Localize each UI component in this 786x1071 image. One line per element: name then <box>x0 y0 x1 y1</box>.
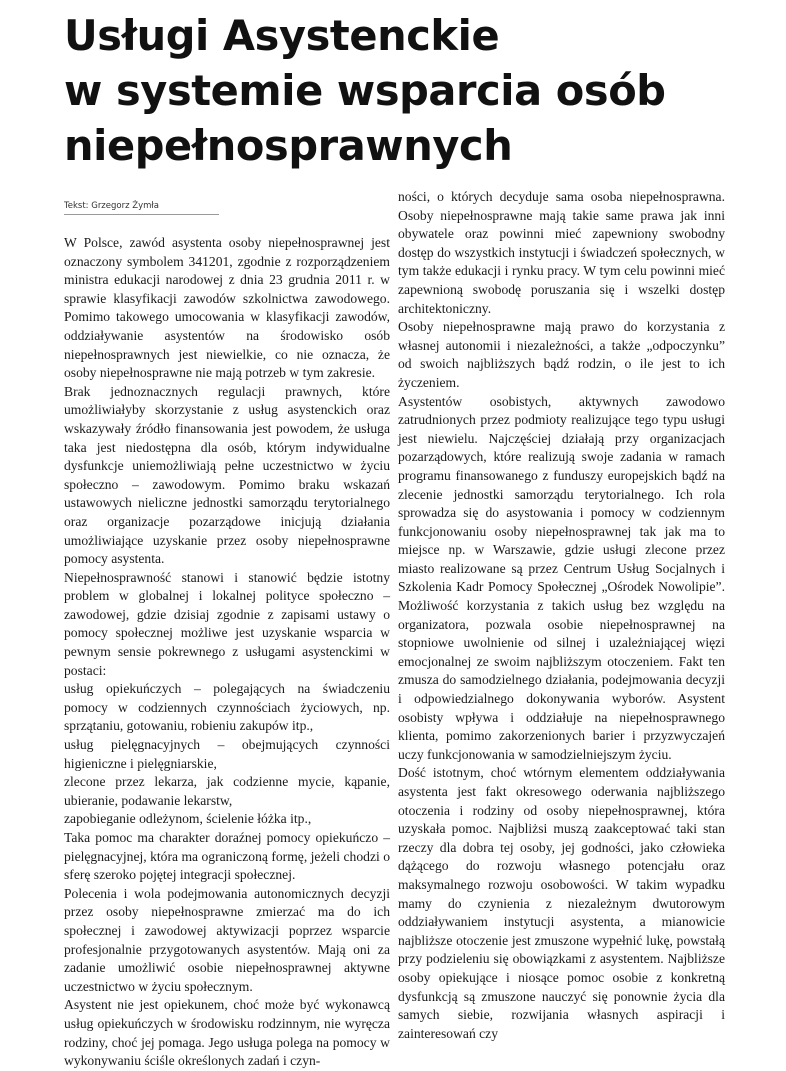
paragraph: Niepełnosprawność stanowi i stanowić będzie istotny problem w globalnej i lokalnej polityce społeczno – zawodowej, gdzie dzisiaj zgodnie z zapisami ustawy o pomocy społecznej możliwe jest uzyskanie wsparcia w pewnym sensie pokrewnego z usługami asystenckimi w postaci: <box>64 569 390 678</box>
article-title <box>64 8 764 173</box>
article-title-line: w systemie wsparcia osób <box>64 66 666 115</box>
paragraph: Osoby niepełnosprawne mają prawo do korzystania z własnej autonomii i niezależności, a także „odpoczynku” od swoich najbliższych bądź rodzin, o ile jest to ich życzeniem. <box>398 319 725 390</box>
byline-divider <box>64 214 219 215</box>
author-byline: Tekst: Grzegorz Żymła <box>64 201 160 211</box>
article-title-line: Usługi Asystenckie <box>64 11 500 60</box>
paragraph: Polecenia i wola podejmowania autonomicznych decyzji przez osoby niepełnosprawne zmierzać ma do ich społecznej i zawodowej aktywizacji poprzez wsparcie profesjonalnie przygotowanych asystentów. Mają oni za zadanie umożliwić osobie niepełnosprawnej aktywne uczestnictwo w życiu społecznym. <box>64 885 390 994</box>
list-item: zapobieganie odleżynom, ścielenie łóżka itp., <box>64 811 312 827</box>
text-column-left <box>64 234 390 1069</box>
paragraph: Asystent nie jest opiekunem, choć może być wykonawcą usług opiekuńczych w środowisku rodzinnym, nie wyręcza rodziny, choć jej pomaga. Jego usługa polega na pomocy w wykonywaniu ściśle określonych zadań i czyn- <box>64 997 390 1069</box>
paragraph: Brak jednoznacznych regulacji prawnych, które umożliwiałyby skorzystanie z usług asystenckich oraz wskazywały źródło finansowania jest powodem, że usługa taka jest niedostępna dla osób, którym indywidualne dysfunkcje uniemożliwiają pełne uczestnictwo w życiu społeczno – zawodowym. Pomimo braku wskazań ustawowych nieliczne jednostki samorządu terytorialnego oraz organizacje pozarządowe inicjują działania umożliwiające uzyskanie przez osoby niepełnosprawne pomocy asystenta. <box>64 383 390 567</box>
list-item: usług opiekuńczych – polegających na świadczeniu pomocy w codziennych czynnościach życiowych, np. sprzątaniu, gotowaniu, robieniu zakupów itp., <box>64 681 390 734</box>
paragraph: Taka pomoc ma charakter doraźnej pomocy opiekuńczo – pielęgnacyjnej, która ma ograniczoną formę, jeżeli chodzi o sferę szeroko pojętej integracji społecznej. <box>64 830 390 883</box>
paragraph: Asystentów osobistych, aktywnych zawodowo zatrudnionych przez podmioty realizujące tego typu usługi jest niewielu. Najczęściej działają przy organizacjach pozarządowych, które realizują swoje zadania w ramach programu finansowanego z funduszy europejskich bądź na zlecenie jednostki samorządu terytorialnego. Ich rola sprowadza się do asystowania i pomocy w codziennym funkcjonowaniu osoby niepełnosprawnej tak jak ma to miejsce np. w Warszawie, gdzie usługi zlecone przez miasto realizowane są przez Centrum Usług Socjalnych i Szkolenia Kadr Pomocy Społecznej „Ośrodek Nowolipie”. Możliwość korzystania z takich usług bez względu na organizatora, pozwala osobie niepełnosprawnej na stopniowe uwolnienie od silnej i uzależniającej więzi emocjonalnej ze swoim najbliższym otoczeniem. Fakt ten zmusza do samodzielnego działania, podejmowania decyzji i odpowiedzialnego dokonywania wyborów. Asystent osobisty wpływa i oddziałuje na niepełnosprawnego klienta, pomimo zakorzenionych barier i przyzwyczajeń uczy funkcjonowania w samodzielniejszym życiu. <box>398 393 725 762</box>
text-column-right <box>398 188 725 1041</box>
article-title-line: niepełnosprawnych <box>64 121 513 170</box>
paragraph: W Polsce, zawód asystenta osoby niepełnosprawnej jest oznaczony symbolem 341201, zgodnie z rozporządzeniem ministra edukacji narodowej z dnia 23 grudnia 2011 r. w sprawie klasyfikacji zawodów szkolnictwa zawodowego. Pomimo takowego umocowania w klasyfikacji zawodów, oddziaływanie asystentów na środowisko osób niepełnosprawnych jest niewielkie, co nie oznacza, że osoby niepełnosprawne nie mają potrzeb w tym zakresie. <box>64 235 390 381</box>
list-item: usług pielęgnacyjnych – obejmujących czynności higieniczne i pielęgniarskie, <box>64 737 390 771</box>
list-item: zlecone przez lekarza, jak codzienne mycie, kąpanie, ubieranie, podawanie lekarstw, <box>64 774 390 808</box>
paragraph: Dość istotnym, choć wtórnym elementem oddziaływania asystenta jest fakt okresowego oderwania najbliższego otoczenia i rodziny od osoby niepełnosprawnej, która uzyskała pomoc. Najbliżsi muszą zaakceptować taki stan rzeczy dla dobra tej osoby, jej godności, jako człowieka dążącego do rozwoju własnego potencjału oraz maksymalnego rozwoju osobowości. W takim wypadku mamy do czynienia z niezależnym dwutorowym oddziaływaniem instytucji asystenta, a mianowicie najbliższe otoczenie jest zmuszone wypełnić lukę, powstałą przy podzieleniu się obowiązkami z asystentem. Najbliższe osoby opiekujące i niosące pomoc osobie z konkretną dysfunkcją są zmuszone nauczyć się ponownie życia dla samych siebie, rozwijania własnych aspiracji i zainteresowań czy <box>398 765 725 1041</box>
paragraph: ności, o których decyduje sama osoba niepełnosprawna. Osoby niepełnosprawne mają takie same prawa jak inni obywatele oraz powinni mieć zapewniony swobodny dostęp do wszystkich instytucji i świadczeń społecznych, w tym także edukacji i rynku pracy. W tym celu powinni mieć zapewnioną swobodę poruszania się i wszelki dostęp architektoniczny. <box>398 189 725 316</box>
